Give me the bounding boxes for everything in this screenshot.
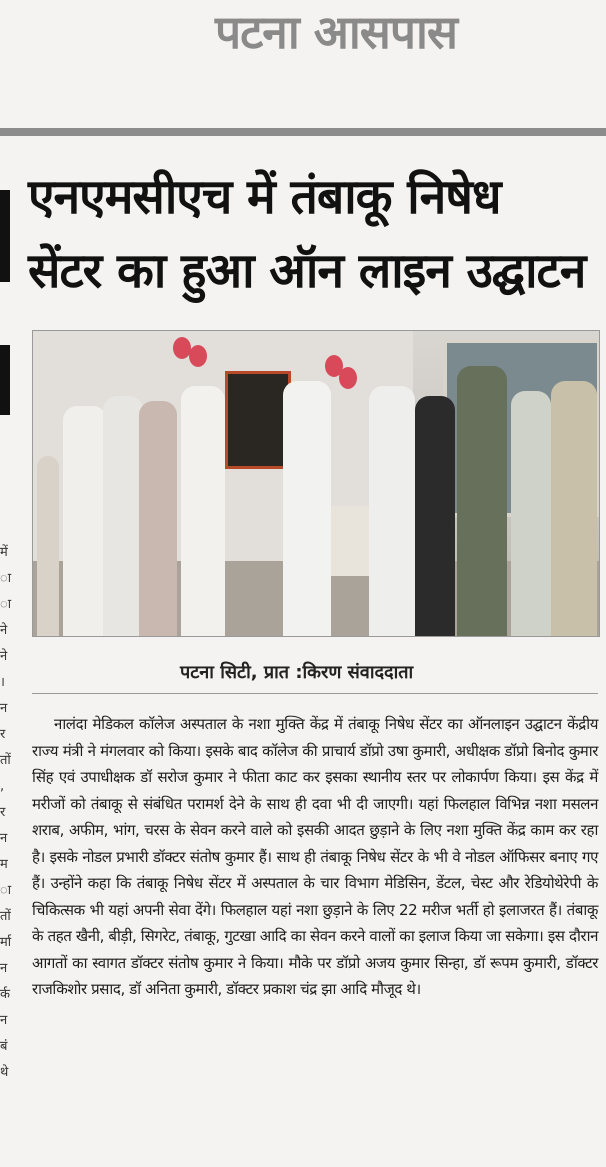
edge-fragment: न [0, 961, 8, 976]
dateline-divider [32, 693, 598, 694]
headline [28, 160, 598, 308]
edge-fragment: न [0, 831, 8, 846]
edge-fragment: बंं [0, 1039, 8, 1054]
edge-fragment: में [0, 545, 8, 560]
section-divider [0, 128, 606, 136]
adjacent-column-fragment [0, 540, 16, 1086]
edge-fragment: ा [0, 883, 12, 898]
section-title: पटना आसपास [215, 5, 458, 59]
edge-fragment: र [0, 727, 6, 742]
edge-fragment: तों [0, 909, 11, 924]
column-marker-lower [0, 345, 10, 415]
dateline: पटना सिटी, प्रात :किरण संवाददाता [180, 662, 414, 683]
edge-fragment: न [0, 701, 8, 716]
edge-fragment: ने [0, 649, 8, 664]
edge-fragment: ा [0, 597, 12, 612]
headline-line-1: एनएमसीएच में तंबाकू निषेध [28, 169, 501, 225]
inauguration-plaque [225, 371, 291, 469]
edge-fragment: र [0, 805, 6, 820]
edge-fragment: तों [0, 753, 11, 768]
headline-line-2: सेंटर का हुआ ऑन लाइन उद्घाटन [28, 243, 586, 299]
column-marker [0, 190, 10, 282]
edge-fragment: म [0, 857, 8, 872]
edge-fragment: र्क [0, 987, 10, 1002]
edge-fragment: ने [0, 623, 8, 638]
group-photo [32, 330, 600, 637]
edge-fragment: । [0, 675, 5, 690]
article-body: नालंदा मेडिकल कॉलेज अस्पताल के नशा मुक्ति केंद्र में तंबाकू निषेध सेंटर का ऑनलाइन उद्घाटन केंद्रीय राज्य मंत्री ने मंगलवार को किया। इसके बाद कॉलेज की प्राचार्य डॉप्रो उषा कुमारी, अधीक्षक डॉप्रो बिनोद कुमार सिंह एवं उपाधीक्षक डॉ सरोज कुमार ने फीता काट कर इसका स्थानीय स्तर पर लोकार्पण किया। इस केंद्र में मरीजों को तंबाकू से संबंधित परामर्श देने के साथ ही दवा भी दी जाएगी। यहां फिलहाल विभिन्न नशा मसलन शराब, अफीम, भांग, चरस के सेवन करने वाले को इसकी आदत छुड़ाने के लिए नशा मुक्ति केंद्र काम कर रहा है। इसके नोडल प्रभारी डॉक्टर संतोष कुमार हैं। साथ ही तंबाकू निषेध सेंटर के भी वे नोडल ऑफिसर बनाए गए हैं। उन्होंने कहा कि तंबाकू निषेध सेंटर में अस्पताल के चार विभाग मेडिसिन, डेंटल, चेस्ट और रेडियोथेरेपी के चिकित्सक भी यहां अपनी सेवा देंगे। फिलहाल यहां नशा छुड़ाने के लिए 22 मरीज भर्ती हो इलाजरत हैं। तंबाकू के तहत खैनी, बीड़ी, सिगरेट, तंबाकू, गुटखा आदि का सेवन करने वालों का इलाज किया जा सकेगा। इस दौरान आगतों का स्वागत डॉक्टर संतोष कुमार ने किया। मौके पर डॉप्रो अजय कुमार सिन्हा, डॉ रूपम कुमारी, डॉक्टर राजकिशोर प्रसाद, डॉ अनिता कुमारी, डॉक्टर प्रकाश चंद्र झा आदि मौजूद थे। [32, 715, 598, 998]
edge-fragment: थे [0, 1065, 9, 1080]
edge-fragment: र्मा [0, 935, 12, 950]
edge-fragment: , [0, 779, 5, 794]
edge-fragment: न [0, 1013, 8, 1028]
edge-fragment: ा [0, 571, 12, 586]
